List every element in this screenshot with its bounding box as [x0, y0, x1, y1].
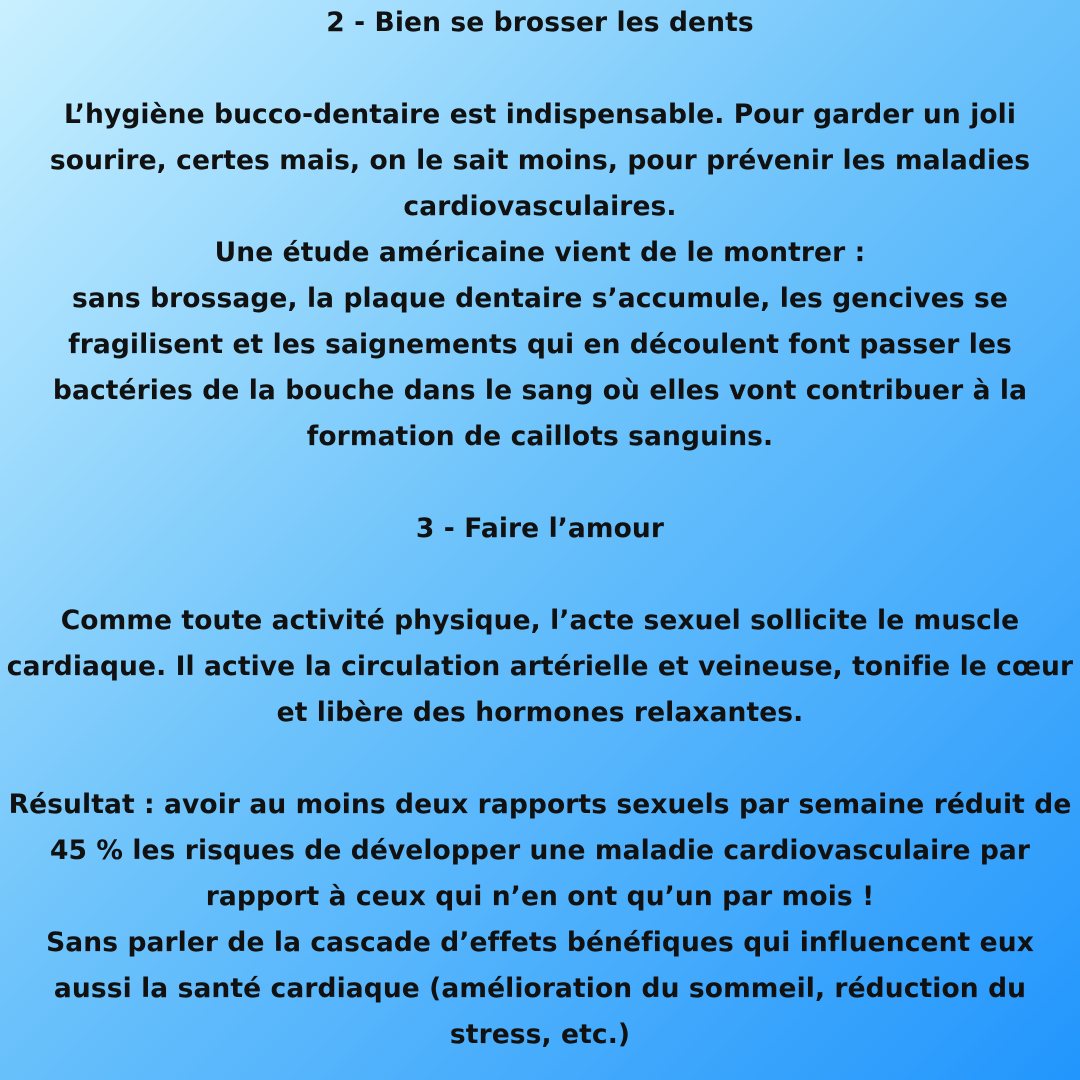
section-2-paragraph-2: Une étude américaine vient de le montrer :: [214, 237, 866, 268]
spacer: [4, 460, 1076, 506]
section-2-heading: 2 - Bien se brosser les dents: [326, 7, 754, 38]
section-3-paragraph-2: Résultat : avoir au moins deux rapports sexuels par semaine réduit de 45 % les risques de développer une maladie cardiovasculaire par rapport à ceux qui n’en ont qu’un par mois !: [8, 789, 1072, 912]
spacer: [4, 736, 1076, 782]
section-3-paragraph-1: Comme toute activité physique, l’acte sexuel sollicite le muscle cardiaque. Il active la circulation artérielle et veineuse, tonifie le cœur et libère des hormones relaxantes.: [6, 605, 1074, 728]
section-2-paragraph-1: L’hygiène bucco-dentaire est indispensable. Pour garder un joli sourire, certes mais, on le sait moins, pour prévenir les maladies cardiovasculaires.: [49, 99, 1031, 222]
section-2-paragraph-3: sans brossage, la plaque dentaire s’accumule, les gencives se fragilisent et les saignements qui en découlent font passer les bactéries de la bouche dans le sang où elles vont contribuer à la formation de caillots sanguins.: [52, 283, 1028, 452]
section-3-heading: 3 - Faire l’amour: [415, 513, 665, 544]
section-3-paragraph-3: Sans parler de la cascade d’effets bénéfiques qui influencent eux aussi la santé cardiaque (amélioration du sommeil, réduction du stress, etc.): [46, 927, 1034, 1050]
spacer: [4, 46, 1076, 92]
spacer: [4, 552, 1076, 598]
